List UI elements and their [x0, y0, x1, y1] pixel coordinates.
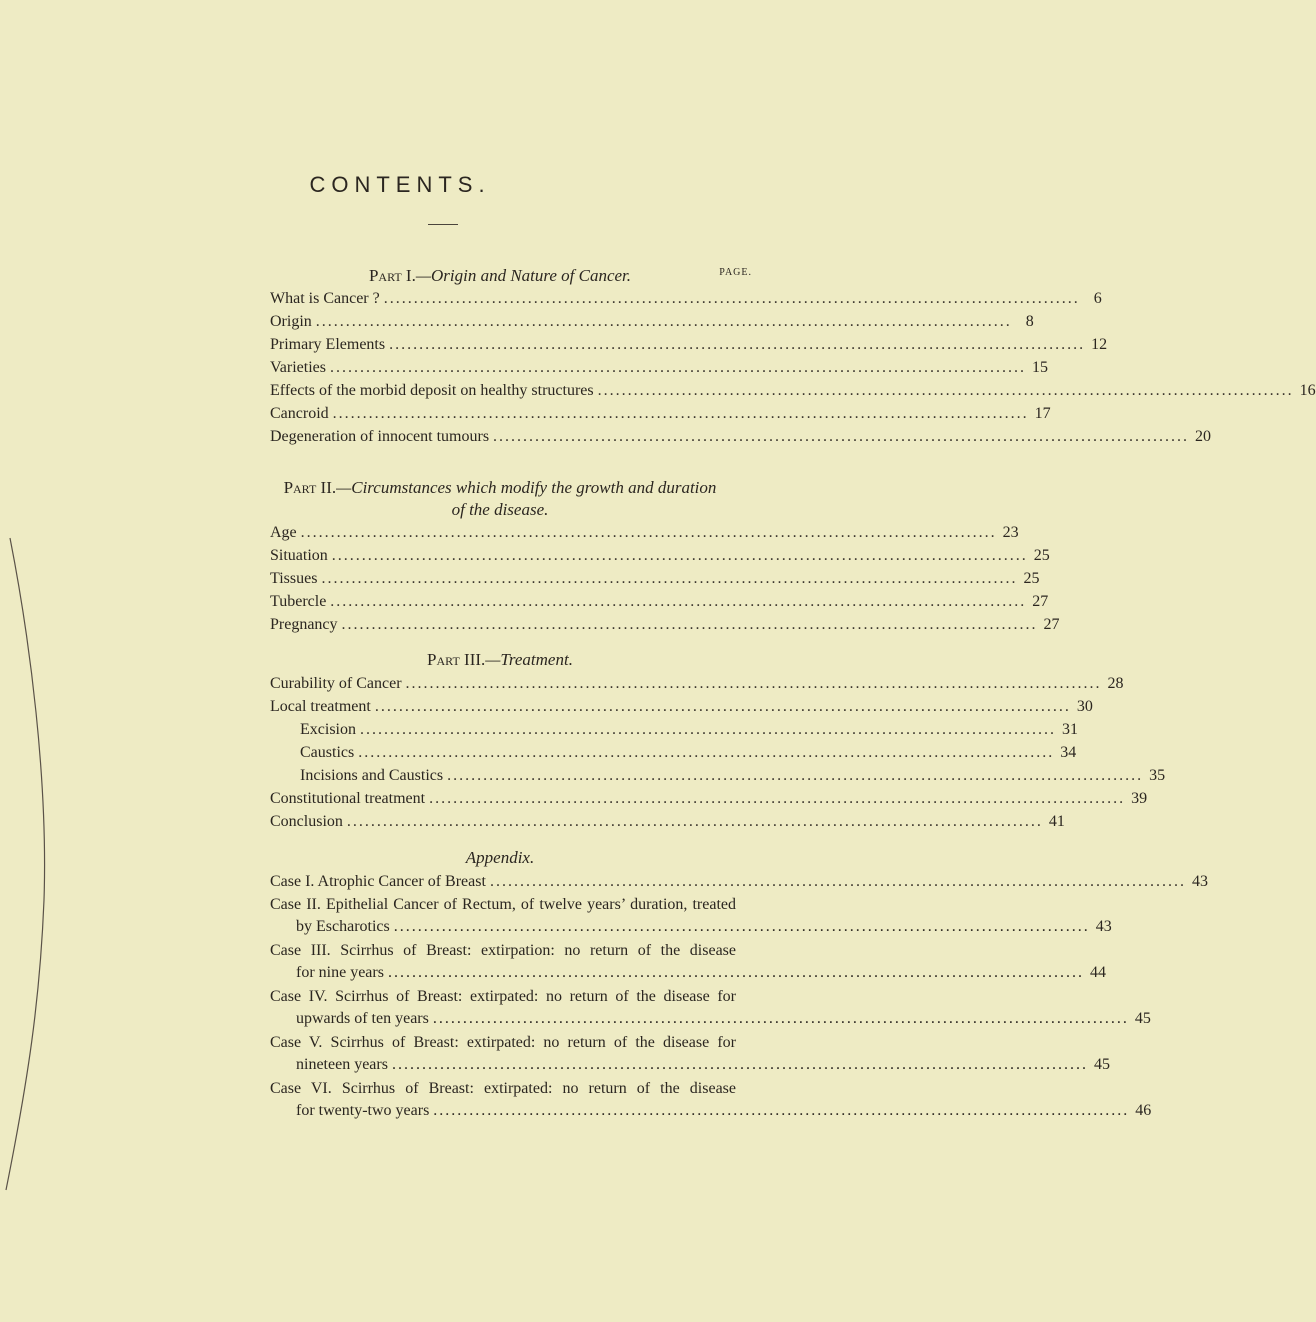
toc-page: 30: [1076, 698, 1093, 715]
toc-label: Case V. Scirrhus of Breast: extirpated: no return of the disease for: [270, 1034, 736, 1051]
toc-label: Primary Elements: [270, 336, 386, 353]
page-column-label: PAGE.: [719, 267, 752, 278]
page-title: CONTENTS.: [309, 172, 491, 197]
toc-label: Local treatment: [270, 698, 371, 715]
toc-label: Age: [270, 524, 297, 541]
toc-row[interactable]: [270, 811, 1065, 833]
toc-page: 17: [1034, 405, 1051, 422]
toc-label: Case IV. Scirrhus of Breast: extirpated: no return of the disease for: [270, 988, 736, 1005]
toc-label: Origin: [270, 313, 312, 330]
part3-subtitle: —Treatment.: [485, 650, 573, 669]
leader-dots: ....................................................................................................................: [383, 290, 1080, 307]
part2-heading: [270, 478, 730, 498]
part2-heading-cont: [270, 500, 730, 520]
toc-page: 16: [1299, 382, 1316, 399]
toc-page: 20: [1195, 428, 1212, 445]
toc-page: 27: [1043, 616, 1060, 633]
toc-row[interactable]: [270, 696, 1093, 718]
leader-dots: ....................................................................................................................: [405, 675, 1102, 692]
toc-page: 44: [1089, 964, 1106, 981]
leader-dots: ....................................................................................................................: [393, 918, 1090, 935]
toc-label: Situation: [270, 547, 328, 564]
leader-dots: ....................................................................................................................: [433, 1102, 1130, 1119]
toc-case-entry[interactable]: [270, 1078, 1152, 1122]
toc-label: Case VI. Scirrhus of Breast: extirpated: no return of the disease: [270, 1080, 736, 1097]
leader-dots: ....................................................................................................................: [332, 405, 1029, 422]
toc-label: Cancroid: [270, 405, 329, 422]
leader-dots: ....................................................................................................................: [489, 873, 1186, 890]
toc-row[interactable]: [270, 788, 1148, 810]
part3-label: Part III.: [427, 650, 486, 669]
part1-heading: [270, 266, 730, 286]
toc-label: Pregnancy: [270, 616, 338, 633]
part3-heading: [270, 650, 730, 670]
leader-dots: ....................................................................................................................: [341, 616, 1038, 633]
toc-label: Constitutional treatment: [270, 790, 426, 807]
part1-subtitle: —Origin and Nature of Cancer.: [415, 266, 632, 285]
toc-page: 46: [1135, 1102, 1152, 1119]
toc-label: Degeneration of innocent tumours: [270, 428, 490, 445]
toc-page: 31: [1062, 721, 1078, 738]
toc-page: 41: [1048, 813, 1065, 830]
toc-page: 45: [1134, 1010, 1151, 1027]
appendix-heading: [270, 848, 730, 868]
toc-label: Varieties: [270, 359, 326, 376]
leader-dots: ....................................................................................................................: [447, 767, 1144, 784]
toc-case-entry[interactable]: [270, 1032, 1110, 1076]
toc-row[interactable]: [270, 357, 1048, 379]
part2-label: Part II.: [283, 478, 337, 497]
toc-page: 43: [1095, 918, 1112, 935]
toc-page: 8: [1025, 313, 1034, 330]
toc-row[interactable]: [270, 311, 1034, 333]
toc-page: 27: [1032, 593, 1049, 610]
leader-dots: ....................................................................................................................: [389, 336, 1086, 353]
leader-dots: ....................................................................................................................: [346, 813, 1043, 830]
toc-page: 25: [1033, 547, 1050, 564]
toc-case-entry[interactable]: [270, 986, 1151, 1030]
leader-dots: ....................................................................................................................: [493, 428, 1190, 445]
toc-label: Excision: [300, 721, 356, 738]
toc-label: Case II. Epithelial Cancer of Rectum, of twelve years’ duration, treated: [270, 896, 736, 913]
toc-page: 15: [1031, 359, 1048, 376]
toc-page: 39: [1131, 790, 1148, 807]
toc-page: 45: [1093, 1056, 1110, 1073]
toc-label-cont: upwards of ten years: [296, 1010, 429, 1027]
toc-row[interactable]: [270, 426, 1212, 448]
leader-dots: ....................................................................................................................: [358, 744, 1055, 761]
toc-label: Caustics: [300, 744, 355, 761]
title-rule: [428, 224, 458, 225]
toc-label-cont: nineteen years: [296, 1056, 388, 1073]
part1-label: Part I.: [368, 266, 416, 285]
toc-case-entry[interactable]: [270, 894, 1112, 938]
leader-dots: ....................................................................................................................: [360, 721, 1056, 738]
toc-row[interactable]: [270, 545, 1050, 567]
toc-page: 34: [1060, 744, 1077, 761]
leader-dots: ....................................................................................................................: [300, 524, 997, 541]
toc-case-entry[interactable]: [270, 940, 1106, 984]
toc-label: Conclusion: [270, 813, 343, 830]
toc-row[interactable]: [300, 719, 1078, 741]
toc-row[interactable]: [300, 765, 1166, 787]
toc-page: 25: [1023, 570, 1040, 587]
toc-page: 12: [1091, 336, 1108, 353]
toc-row[interactable]: [300, 742, 1077, 764]
leader-dots: ....................................................................................................................: [432, 1010, 1129, 1027]
toc-row[interactable]: [270, 673, 1124, 695]
toc-row[interactable]: [270, 522, 1019, 544]
leader-dots: ....................................................................................................................: [374, 698, 1071, 715]
toc-label: Case III. Scirrhus of Breast: extirpation: no return of the disease: [270, 942, 736, 959]
toc-row[interactable]: [270, 871, 1208, 893]
leader-dots: ....................................................................................................................: [330, 593, 1027, 610]
leader-dots: ....................................................................................................................: [387, 964, 1084, 981]
toc-page: 35: [1149, 767, 1166, 784]
part2-subtitle-line1: —Circumstances which modify the growth and duration: [336, 478, 717, 497]
appendix-title: Appendix.: [465, 848, 535, 867]
toc-row[interactable]: [270, 614, 1060, 636]
toc-page: 6: [1093, 290, 1102, 307]
toc-page: 23: [1002, 524, 1019, 541]
toc-label: Tubercle: [270, 593, 327, 610]
toc-label-cont: by Escharotics: [296, 918, 390, 935]
leader-dots: ....................................................................................................................: [331, 547, 1028, 564]
leader-dots: ....................................................................................................................: [321, 570, 1018, 587]
toc-row[interactable]: [270, 380, 1316, 402]
toc-label-cont: for twenty-two years: [296, 1102, 430, 1119]
toc-row[interactable]: [270, 591, 1049, 613]
part2-subtitle-line2: of the disease.: [451, 500, 549, 519]
leader-dots: ....................................................................................................................: [315, 313, 1012, 330]
toc-row[interactable]: [270, 568, 1040, 590]
toc-label-cont: for nine years: [296, 964, 384, 981]
leader-dots: ....................................................................................................................: [329, 359, 1026, 376]
toc-label: Tissues: [270, 570, 318, 587]
leader-dots: ....................................................................................................................: [429, 790, 1126, 807]
leader-dots: ....................................................................................................................: [391, 1056, 1088, 1073]
toc-label: Effects of the morbid deposit on healthy structures: [270, 382, 594, 399]
leader-dots: ....................................................................................................................: [597, 382, 1294, 399]
toc-page: 43: [1191, 873, 1208, 890]
toc-label: Incisions and Caustics: [300, 767, 444, 784]
toc-label: What is Cancer ?: [270, 290, 380, 307]
toc-row[interactable]: [270, 403, 1051, 425]
toc-label: Curability of Cancer: [270, 675, 402, 692]
toc-row[interactable]: [270, 334, 1108, 356]
toc-row[interactable]: [270, 288, 1102, 310]
toc-label: Case I. Atrophic Cancer of Breast: [270, 873, 486, 890]
toc-page: 28: [1107, 675, 1124, 692]
